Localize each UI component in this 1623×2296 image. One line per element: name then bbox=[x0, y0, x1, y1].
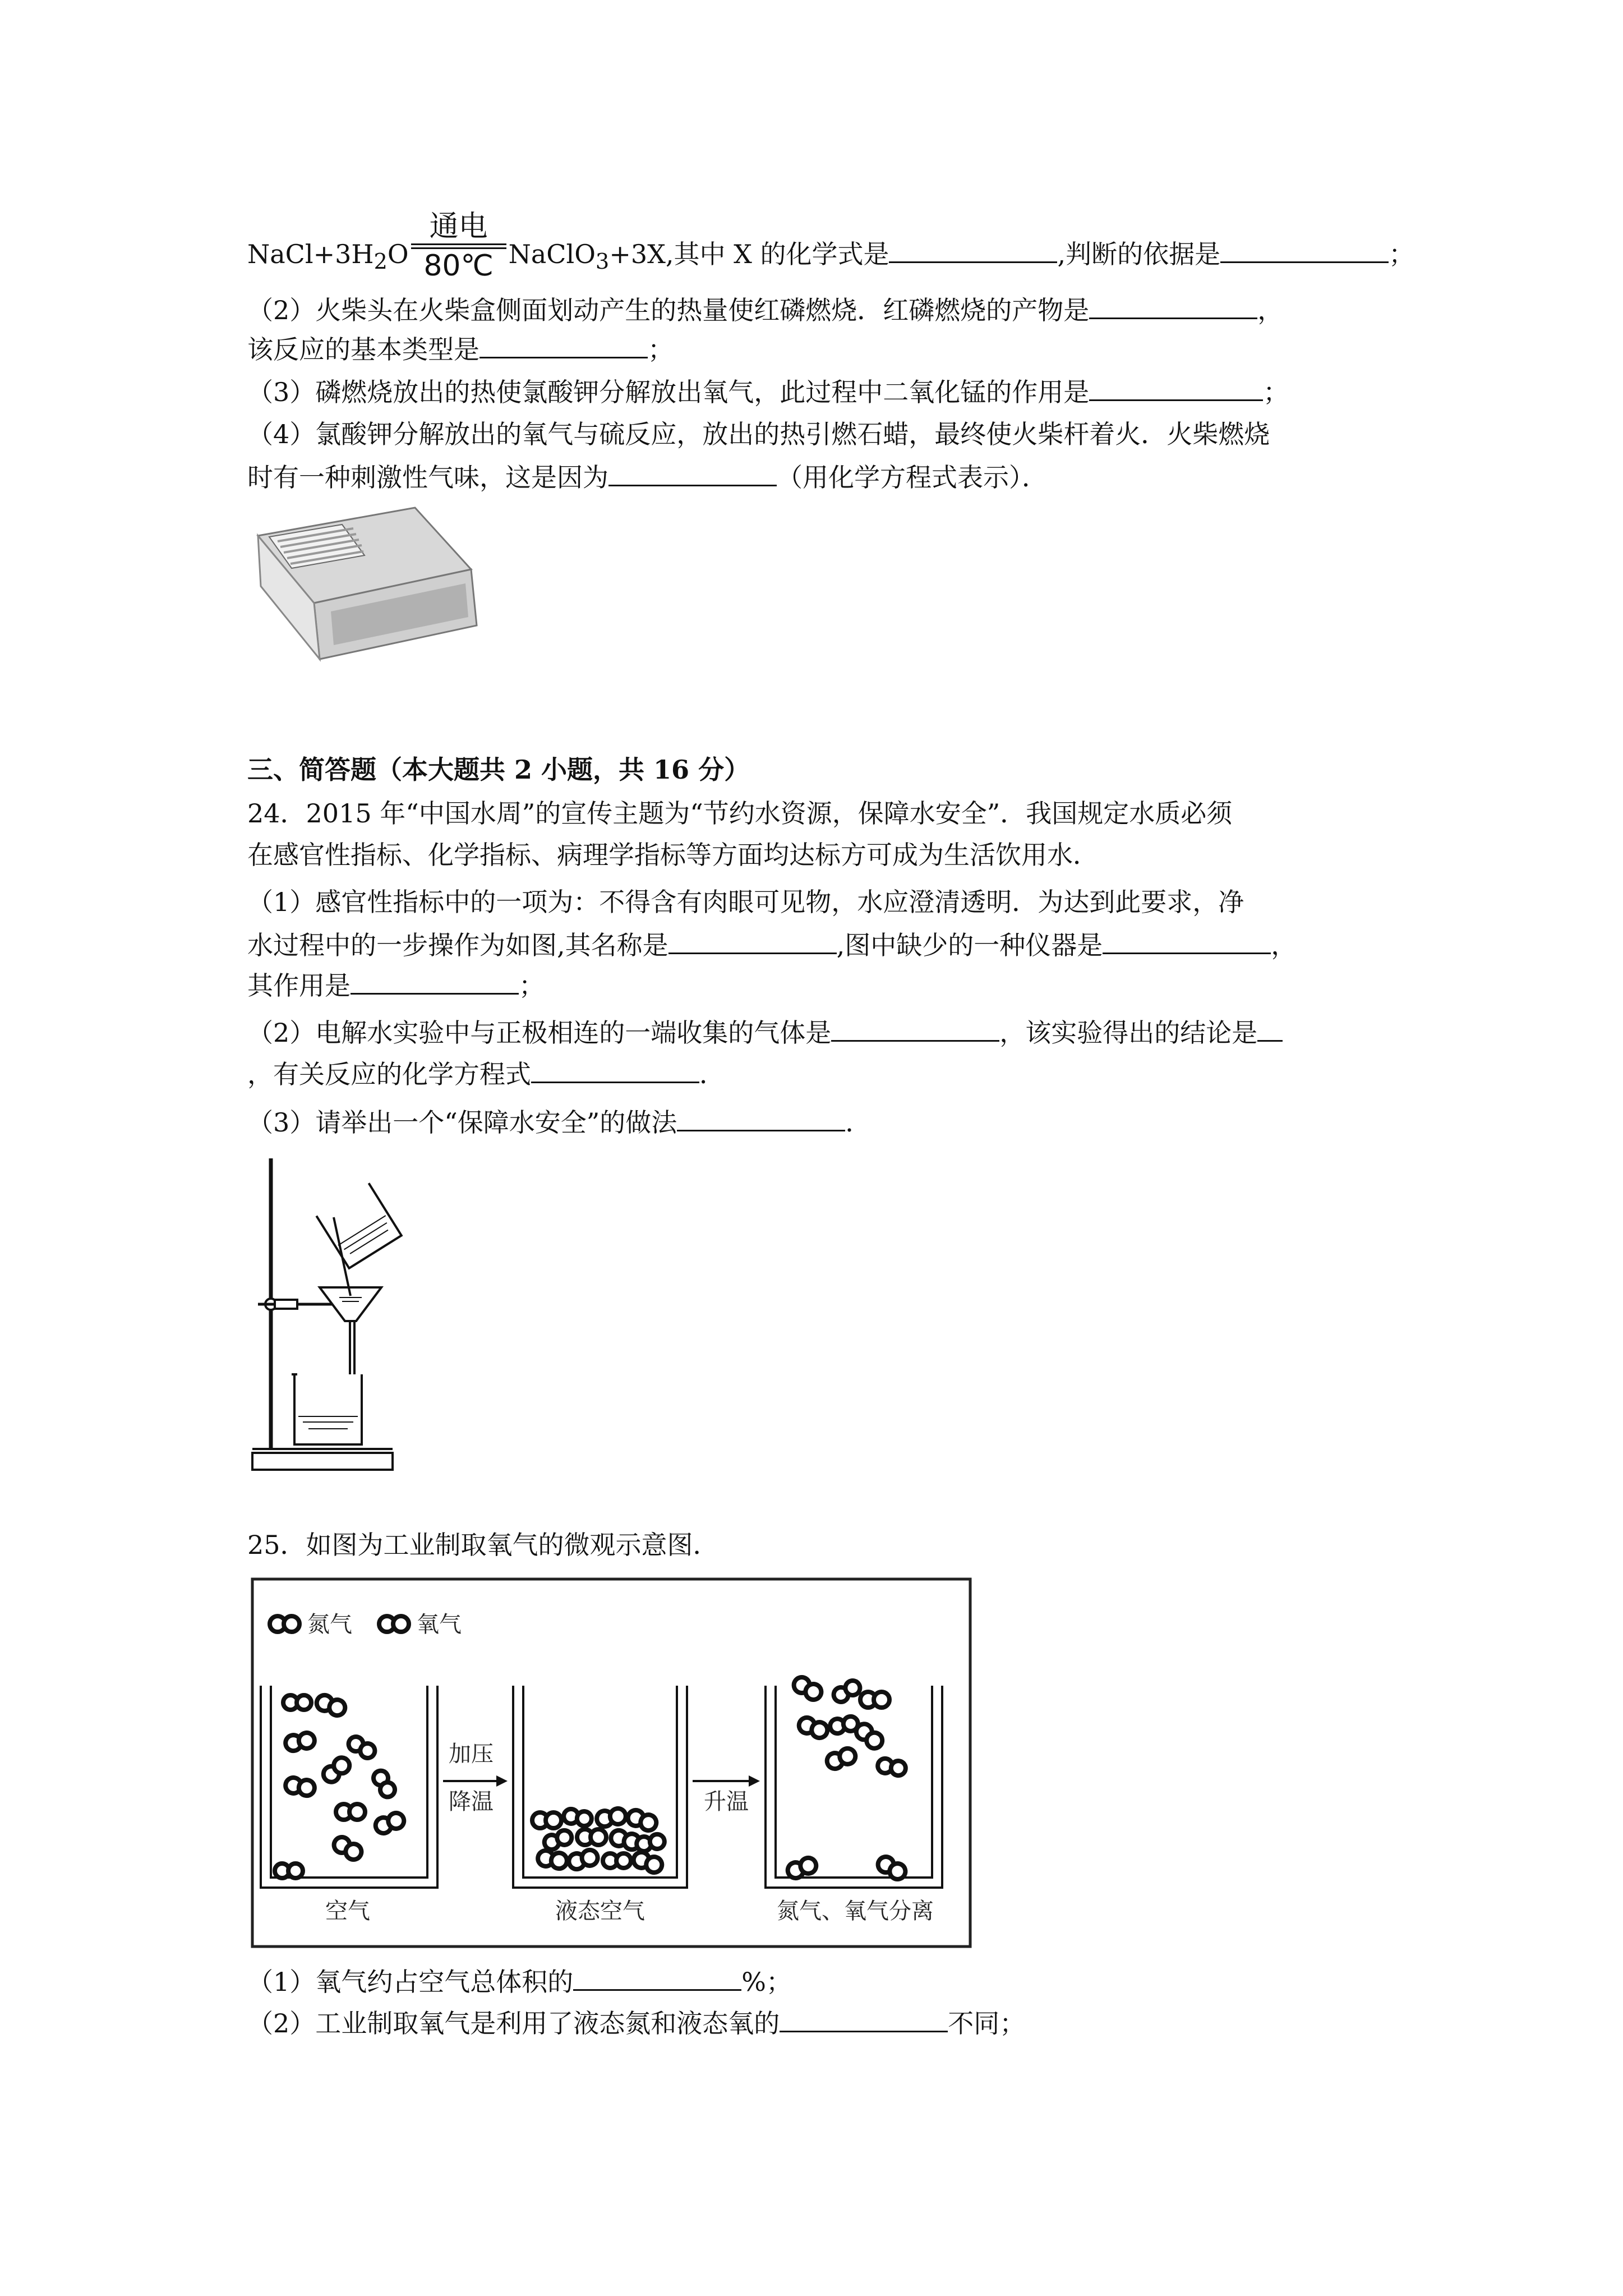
q23-part3: （3）磷燃烧放出的热使氯酸钾分解放出氧气，此过程中二氧化锰的作用是 ； bbox=[247, 374, 1289, 410]
molecule bbox=[532, 1812, 561, 1828]
answer-blank[interactable] bbox=[668, 927, 837, 954]
answer-blank[interactable] bbox=[573, 1963, 741, 1991]
matchbox-figure bbox=[247, 502, 494, 662]
label-liquid-air: 液态空气 bbox=[555, 1898, 645, 1924]
q23-part4-line1: （4）氯酸钾分解放出的氧气与硫反应，放出的热引燃石蜡，最终使火柴杆着火．火柴燃烧 bbox=[247, 419, 1270, 449]
legend-n2-label: 氮气 bbox=[307, 1612, 352, 1637]
answer-blank[interactable] bbox=[1103, 927, 1271, 954]
molecule bbox=[603, 1853, 631, 1868]
molecule bbox=[860, 1692, 889, 1708]
arrow2-label: 升温 bbox=[704, 1789, 749, 1815]
molecule bbox=[284, 1777, 316, 1797]
equals-bar bbox=[411, 243, 506, 249]
q24-line6: （2）电解水实验中与正极相连的一端收集的气体是 ，该实验得出的结论是 bbox=[247, 1014, 1283, 1051]
q25-part2: （2）工业制取氧气是利用了液态氮和液态氧的 不同； bbox=[247, 2005, 1025, 2041]
answer-blank[interactable] bbox=[1220, 236, 1389, 263]
oxygen-separation-diagram bbox=[247, 1573, 976, 1952]
q24-line4: 水过程中的一步操作为如图,其名称是 ,图中缺少的一种仪器是 ， bbox=[247, 927, 1297, 963]
answer-blank[interactable] bbox=[608, 459, 777, 486]
legend-o2-label: 氧气 bbox=[417, 1612, 462, 1637]
q23-part2-line2: 该反应的基本类型是 ； bbox=[247, 331, 674, 367]
q24-line3: （1）感官性指标中的一项为：不得含有肉眼可见物，水应澄清透明．为达到此要求，净 bbox=[247, 887, 1244, 917]
label-air: 空气 bbox=[325, 1898, 370, 1924]
equation-right: NaClO bbox=[508, 239, 596, 269]
reaction-condition bbox=[411, 210, 506, 283]
answer-blank[interactable] bbox=[1257, 1014, 1283, 1042]
condition-bottom: 80℃ bbox=[423, 249, 494, 283]
molecule bbox=[562, 1808, 593, 1827]
q25-line1: 25．如图为工业制取氧气的微观示意图． bbox=[247, 1530, 719, 1560]
legend-o2-molecule bbox=[379, 1616, 409, 1632]
arrow1-top-label: 加压 bbox=[449, 1741, 494, 1767]
q24-line8: （3）请举出一个“保障水安全”的做法 ． bbox=[247, 1104, 871, 1140]
section-title: 三、简答题（本大题共 2 小题，共 16 分） bbox=[247, 754, 750, 785]
label-separated: 氮气、氧气分离 bbox=[777, 1898, 934, 1924]
text: ； bbox=[1389, 239, 1415, 269]
answer-blank[interactable] bbox=[531, 1056, 699, 1083]
equation-line bbox=[247, 210, 1415, 293]
equation-right-end: +3X,其中 X 的化学式是 bbox=[609, 239, 889, 269]
q24-line5: 其作用是 ； bbox=[247, 967, 545, 1004]
arrow1-bottom-label: 降温 bbox=[449, 1789, 494, 1815]
molecule bbox=[537, 1849, 568, 1870]
legend-n2-molecule bbox=[270, 1616, 299, 1632]
molecule bbox=[635, 1833, 666, 1852]
equation-left: NaCl+3H bbox=[247, 239, 374, 269]
answer-blank[interactable] bbox=[1089, 374, 1263, 401]
answer-blank[interactable] bbox=[677, 1104, 845, 1131]
answer-blank[interactable] bbox=[479, 331, 648, 358]
q25-part1: （1）氧气约占空气总体积的 %； bbox=[247, 1963, 792, 2000]
condition-top: 通电 bbox=[429, 210, 488, 243]
molecule bbox=[596, 1807, 627, 1828]
molecule bbox=[283, 1695, 311, 1710]
subscript: 2 bbox=[374, 249, 388, 275]
molecule bbox=[284, 1732, 316, 1752]
q24-line2: 在感官性指标、化学指标、病理学指标等方面均达标方可成为生活饮用水． bbox=[247, 840, 1099, 870]
answer-blank[interactable] bbox=[831, 1014, 999, 1042]
molecule bbox=[577, 1829, 606, 1845]
subscript: 3 bbox=[595, 249, 610, 275]
answer-blank[interactable] bbox=[1089, 292, 1257, 319]
filtration-apparatus-figure bbox=[247, 1153, 404, 1475]
q23-part2-line1: （2）火柴头在火柴盒侧面划动产生的热量使红磷燃烧．红磷燃烧的产物是 ， bbox=[247, 292, 1283, 328]
molecule bbox=[275, 1864, 303, 1878]
text: ,判断的依据是 bbox=[1057, 239, 1221, 269]
equation-left-end: O bbox=[387, 239, 409, 269]
molecule bbox=[877, 1757, 907, 1777]
q23-part4-line2: 时有一种刺激性气味，这是因为 （用化学方程式表示）． bbox=[247, 459, 1048, 495]
answer-blank[interactable] bbox=[889, 236, 1057, 263]
molecule bbox=[336, 1804, 365, 1820]
q24-line1: 24．2015 年“中国水周”的宣传主题为“节约水资源，保障水安全”．我国规定水质必须 bbox=[247, 798, 1233, 829]
answer-blank[interactable] bbox=[780, 2005, 948, 2032]
q24-line7: ，有关反应的化学方程式 ． bbox=[247, 1056, 725, 1092]
answer-blank[interactable] bbox=[351, 967, 519, 995]
